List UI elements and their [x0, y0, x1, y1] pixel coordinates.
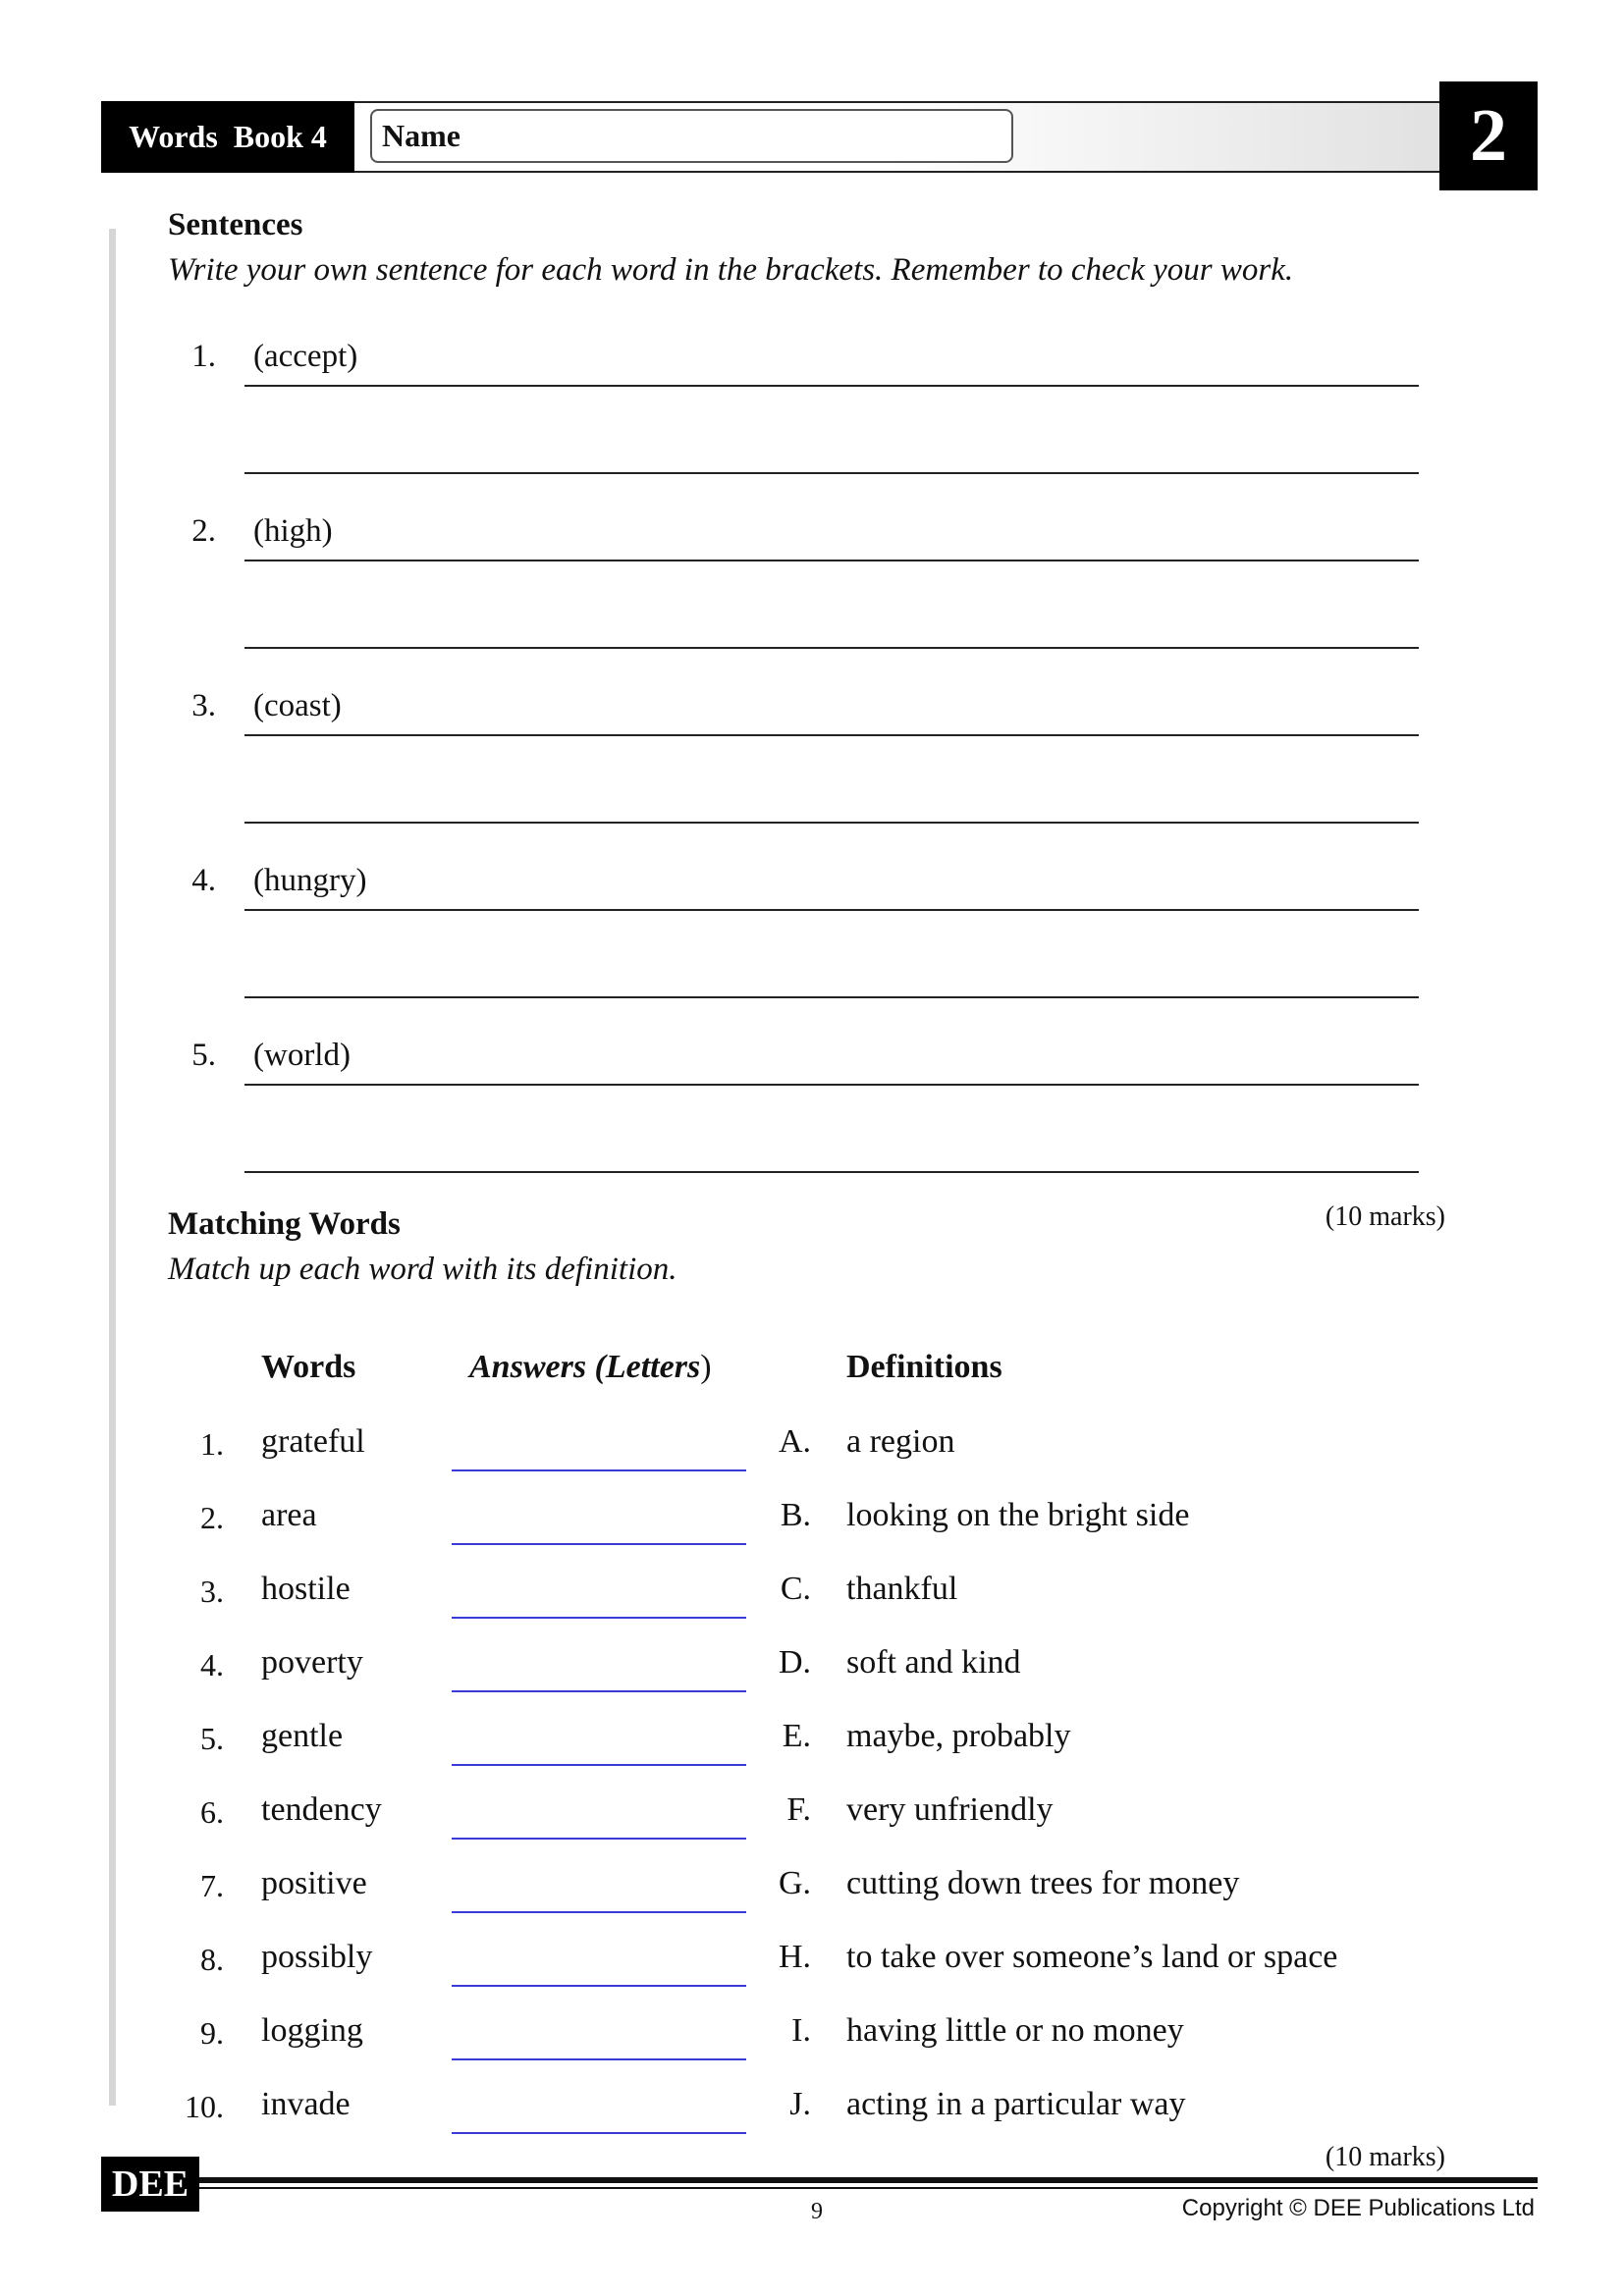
- row-number: 3.: [200, 1574, 224, 1609]
- definition-text: acting in a particular way: [846, 2086, 1186, 2122]
- row-word: logging: [261, 2012, 363, 2049]
- answer-blank[interactable]: [452, 1838, 746, 1840]
- answer-blank[interactable]: [452, 1911, 746, 1913]
- sentence-line[interactable]: [244, 1084, 1419, 1086]
- row-number: 6.: [200, 1794, 224, 1830]
- sentence-line[interactable]: [244, 560, 1419, 561]
- sentence-word: (accept): [253, 339, 358, 374]
- row-number: 4.: [200, 1647, 224, 1682]
- definition-text: having little or no money: [846, 2012, 1184, 2049]
- dee-logo: DEE: [101, 2157, 199, 2212]
- footer-rule: [199, 2177, 1538, 2183]
- definition-text: thankful: [846, 1571, 958, 1607]
- column-header-answers: [469, 1349, 712, 1386]
- answer-blank[interactable]: [452, 1543, 746, 1545]
- row-number: 8.: [200, 1942, 224, 1977]
- answers-suffix: ): [700, 1349, 712, 1385]
- matching-heading: Matching Words: [168, 1206, 401, 1242]
- definition-letter: G.: [778, 1865, 811, 1901]
- answer-blank[interactable]: [452, 1985, 746, 1987]
- definition-letter: C.: [780, 1571, 811, 1607]
- answers-inner: Letters: [605, 1349, 701, 1385]
- sentence-line[interactable]: [244, 647, 1419, 649]
- name-label: Name: [382, 118, 460, 153]
- definition-text: cutting down trees for money: [846, 1865, 1240, 1901]
- sentence-word: (high): [253, 513, 333, 549]
- row-number: 10.: [185, 2089, 224, 2124]
- sentence-number: 3.: [191, 688, 216, 723]
- sentence-number: 1.: [191, 339, 216, 374]
- row-word: area: [261, 1497, 317, 1533]
- row-number: 1.: [200, 1426, 224, 1462]
- row-word: tendency: [261, 1791, 382, 1828]
- row-word: possibly: [261, 1939, 373, 1975]
- sentences-instruction: Write your own sentence for each word in the brackets. Remember to check your work.: [168, 252, 1294, 288]
- definition-text: maybe, probably: [846, 1718, 1071, 1754]
- row-number: 7.: [200, 1868, 224, 1903]
- sentence-line[interactable]: [244, 472, 1419, 474]
- sentence-number: 4.: [191, 863, 216, 898]
- sentence-line[interactable]: [244, 734, 1419, 736]
- definition-text: a region: [846, 1423, 955, 1460]
- definition-letter: F.: [786, 1791, 811, 1828]
- sentence-line[interactable]: [244, 385, 1419, 387]
- sentence-word: (world): [253, 1038, 351, 1073]
- sentence-line[interactable]: [244, 909, 1419, 911]
- answer-blank[interactable]: [452, 1764, 746, 1766]
- definition-text: looking on the bright side: [846, 1497, 1190, 1533]
- definition-letter: I.: [791, 2012, 811, 2049]
- definition-letter: B.: [780, 1497, 811, 1533]
- copyright-notice: Copyright © DEE Publications Ltd: [1181, 2195, 1535, 2221]
- matching-instruction: Match up each word with its definition.: [168, 1252, 677, 1287]
- definition-letter: A.: [778, 1423, 811, 1460]
- answer-blank[interactable]: [452, 2058, 746, 2060]
- row-word: hostile: [261, 1571, 351, 1607]
- sentence-number: 5.: [191, 1038, 216, 1073]
- row-number: 5.: [200, 1721, 224, 1756]
- sentence-word: (hungry): [253, 863, 367, 898]
- footer-rule: [199, 2187, 1538, 2189]
- matching-marks: (10 marks): [1325, 2142, 1445, 2172]
- row-word: poverty: [261, 1644, 363, 1681]
- definition-text: to take over someone’s land or space: [846, 1939, 1338, 1975]
- sentences-heading: Sentences: [168, 207, 303, 242]
- row-word: invade: [261, 2086, 351, 2122]
- definition-text: soft and kind: [846, 1644, 1021, 1681]
- definition-text: very unfriendly: [846, 1791, 1054, 1828]
- row-word: gentle: [261, 1718, 344, 1754]
- sentence-line[interactable]: [244, 1171, 1419, 1173]
- sentence-line[interactable]: [244, 996, 1419, 998]
- book-title: Words Book 4: [101, 101, 354, 173]
- column-header-definitions: Definitions: [846, 1349, 1002, 1385]
- name-field[interactable]: [370, 109, 1013, 163]
- sentence-number: 2.: [191, 513, 216, 549]
- row-number: 9.: [200, 2015, 224, 2051]
- row-number: 2.: [200, 1500, 224, 1535]
- sentences-marks: (10 marks): [1325, 1201, 1445, 1232]
- definition-letter: D.: [778, 1644, 811, 1681]
- definition-letter: E.: [782, 1718, 811, 1754]
- answer-blank[interactable]: [452, 1617, 746, 1619]
- row-word: grateful: [261, 1423, 365, 1460]
- answer-blank[interactable]: [452, 1469, 746, 1471]
- definition-letter: J.: [789, 2086, 811, 2122]
- sentence-line[interactable]: [244, 822, 1419, 824]
- answers-prefix: Answers (: [469, 1349, 606, 1385]
- sentence-word: (coast): [253, 688, 342, 723]
- answer-blank[interactable]: [452, 1690, 746, 1692]
- row-word: positive: [261, 1865, 367, 1901]
- definition-letter: H.: [778, 1939, 811, 1975]
- page-number: 9: [811, 2199, 823, 2224]
- answer-blank[interactable]: [452, 2132, 746, 2134]
- sheet-number: 2: [1439, 81, 1538, 190]
- column-header-words: Words: [261, 1349, 356, 1385]
